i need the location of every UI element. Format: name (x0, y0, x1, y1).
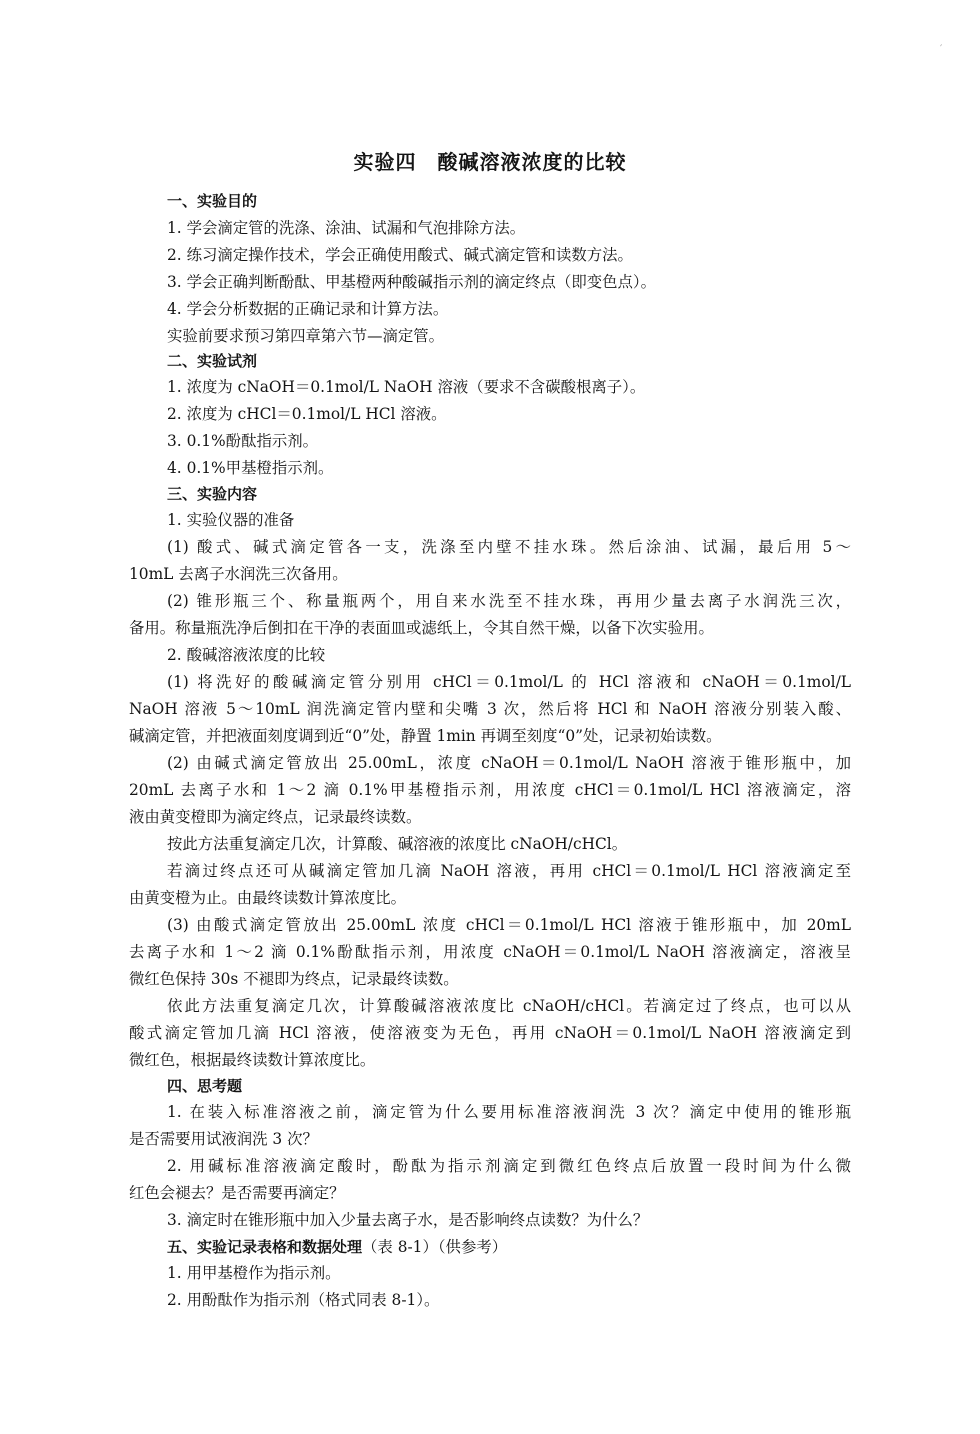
paragraph-line: 备用。称量瓶洗净后倒扣在干净的表面皿或滤纸上，令其自然干燥，以备下次实验用。 (129, 619, 714, 637)
paragraph-line: (1) 酸式、碱式滴定管各一支，洗涤至内壁不挂水珠。然后涂油、试漏，最后用 5～ (167, 538, 851, 556)
paragraph-line: 3. 0.1%酚酞指示剂。 (167, 432, 319, 450)
paragraph-line: 是否需要用试液润洗 3 次？ (129, 1130, 318, 1148)
paragraph-line: 2. 用酚酞作为指示剂（格式同表 8-1）。 (167, 1291, 440, 1309)
paragraph-line: 由黄变橙为止。由最终读数计算浓度比。 (129, 889, 407, 907)
paragraph-line: 液由黄变橙即为滴定终点，记录最终读数。 (129, 808, 422, 826)
paragraph-line: 20mL 去离子水和 1～2 滴 0.1%甲基橙指示剂，用浓度 cHCl＝0.1mol/L HCl 溶液滴定，溶 (129, 781, 851, 799)
section-heading-questions: 四、思考题 (167, 1077, 243, 1095)
paragraph-line: 实验前要求预习第四章第六节—滴定管。 (167, 327, 445, 345)
paragraph-line: 红色会褪去？是否需要再滴定？ (129, 1184, 345, 1202)
paragraph-line: 1. 用甲基橙作为指示剂。 (167, 1264, 341, 1282)
paragraph-line: 去离子水和 1～2 滴 0.1%酚酞指示剂，用浓度 cNaOH＝0.1mol/L NaOH 溶液滴定，溶液呈 (129, 943, 851, 961)
paragraph-line: 3. 学会正确判断酚酞、甲基橙两种酸碱指示剂的滴定终点（即变色点）。 (167, 273, 656, 291)
paragraph-line: 1. 浓度为 cNaOH＝0.1mol/L NaOH 溶液（要求不含碳酸根离子）。 (167, 378, 646, 396)
records-heading-bold: 五、实验记录表格和数据处理 (167, 1238, 363, 1256)
paragraph-line: 2. 浓度为 cHCl＝0.1mol/L HCl 溶液。 (167, 405, 447, 423)
paragraph-line: 1. 实验仪器的准备 (167, 511, 295, 529)
paragraph-line: (2) 由碱式滴定管放出 25.00mL，浓度 cNaOH＝0.1mol/L NaOH 溶液于锥形瓶中，加 (167, 754, 851, 772)
corner-speck: ′ (940, 44, 943, 55)
paragraph-line: 3. 滴定时在锥形瓶中加入少量去离子水，是否影响终点读数？为什么？ (167, 1211, 649, 1229)
paragraph-line: 1. 在装入标准溶液之前，滴定管为什么要用标准溶液润洗 3 次？滴定中使用的锥形瓶 (167, 1103, 851, 1121)
paragraph-line: (2) 锥形瓶三个、称量瓶两个，用自来水洗至不挂水珠，再用少量去离子水润洗三次， (167, 592, 851, 610)
section-heading-reagents: 二、实验试剂 (167, 352, 258, 370)
paragraph-line: 按此方法重复滴定几次，计算酸、碱溶液的浓度比 cNaOH/cHCl。 (167, 835, 628, 853)
paragraph-line: 1. 学会滴定管的洗涤、涂油、试漏和气泡排除方法。 (167, 219, 526, 237)
paragraph-line: 若滴过终点还可从碱滴定管加几滴 NaOH 溶液，再用 cHCl＝0.1mol/L HCl 溶液滴定至 (167, 862, 851, 880)
paragraph-line: 微红色保持 30s 不褪即为终点，记录最终读数。 (129, 970, 459, 988)
paragraph-line: 4. 学会分析数据的正确记录和计算方法。 (167, 300, 449, 318)
paragraph-line: 2. 酸碱溶液浓度的比较 (167, 646, 326, 664)
section-heading-objectives: 一、实验目的 (167, 192, 258, 210)
section-heading-records (167, 1236, 507, 1258)
paragraph-line: 碱滴定管，并把液面刻度调到近“0”处，静置 1min 再调至刻度“0”处，记录初始读数。 (129, 727, 722, 745)
paragraph-line: (1) 将洗好的酸碱滴定管分别用 cHCl＝0.1mol/L 的 HCl 溶液和 cNaOH＝0.1mol/L (167, 673, 851, 691)
paragraph-line: 10mL 去离子水润洗三次备用。 (129, 565, 348, 583)
paragraph-line: NaOH 溶液 5～10mL 润洗滴定管内壁和尖嘴 3 次，然后将 HCl 和 NaOH 溶液分别装入酸、 (129, 700, 851, 718)
paragraph-line: 微红色，根据最终读数计算浓度比。 (129, 1051, 376, 1069)
paragraph-line: 酸式滴定管加几滴 HCl 溶液，使溶液变为无色，再用 cNaOH＝0.1mol/L NaOH 溶液滴定到 (129, 1024, 851, 1042)
paragraph-line: 2. 练习滴定操作技术，学会正确使用酸式、碱式滴定管和读数方法。 (167, 246, 633, 264)
page-title: 实验四 酸碱溶液浓度的比较 (353, 150, 627, 174)
records-heading-note: （表 8-1）（供参考） (362, 1238, 508, 1256)
paragraph-line: (3) 由酸式滴定管放出 25.00mL 浓度 cHCl＝0.1mol/L HCl 溶液于锥形瓶中，加 20mL (167, 916, 851, 934)
section-heading-procedure: 三、实验内容 (167, 485, 258, 503)
paragraph-line: 依此方法重复滴定几次，计算酸碱溶液浓度比 cNaOH/cHCl。若滴定过了终点，也可以从 (167, 997, 851, 1015)
paragraph-line: 4. 0.1%甲基橙指示剂。 (167, 459, 334, 477)
paragraph-line: 2. 用碱标准溶液滴定酸时，酚酞为指示剂滴定到微红色终点后放置一段时间为什么微 (167, 1157, 851, 1175)
